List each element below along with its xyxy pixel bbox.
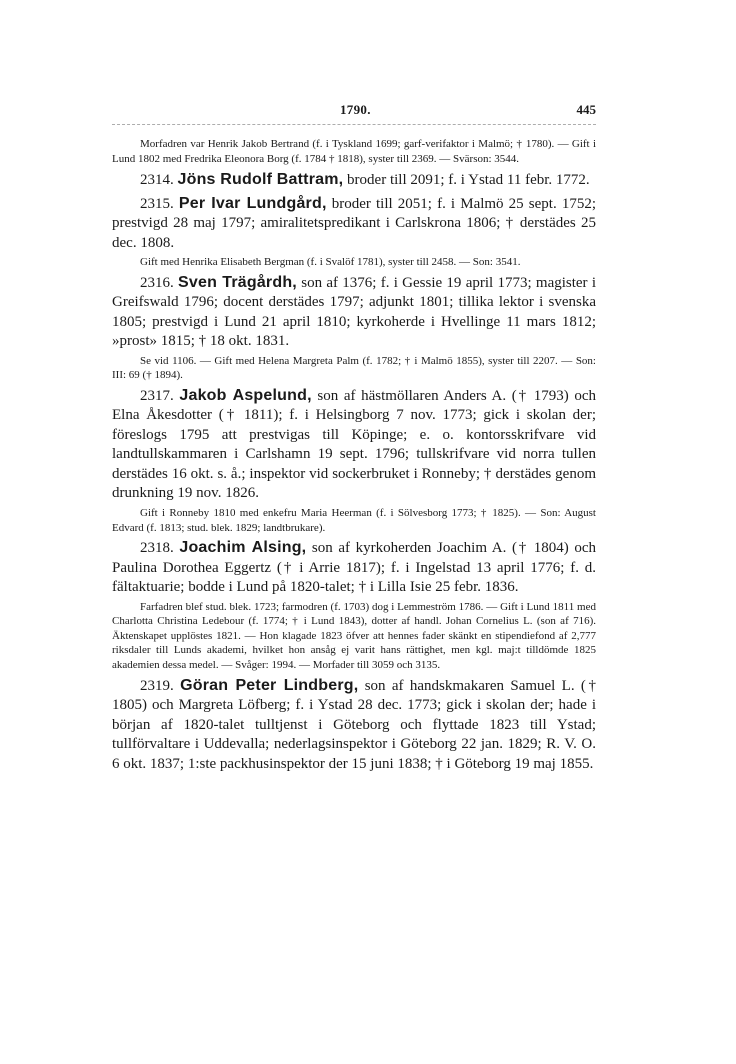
entry-name: Sven Trägårdh,: [178, 273, 297, 291]
entry-text: broder till 2051; f. i Malmö 25 sept. 1752; prestvigd 28 maj 1797; amiralitetspredikant i Carlskrona 1806; † derstädes 25 dec. 1808.: [112, 195, 597, 251]
entry-number: 2318.: [140, 540, 174, 557]
entry-2316: [112, 273, 596, 383]
entry-text: son af handskmakaren Samuel L. († 1805) och Margreta Löfberg; f. i Ystad 28 dec. 1773; gick i skolan der; hade i början af 1820-talet tulltjenst i Göteborg och flyttade 1823 till Ystad; tullförvaltare i Uddevalla; nederlagsinspektor i Göteborg 22 jan. 1829; R. V. O. 6 okt. 1837; 1:ste packhusinspektor der 15 juni 1838; † i Göteborg 19 maj 1855.: [112, 677, 597, 772]
entry-2314: [112, 170, 596, 191]
entry-paragraph: [112, 194, 596, 254]
entry-name: Per Ivar Lundgård,: [178, 194, 327, 212]
entry-paragraph: [112, 676, 596, 775]
header-rule: [112, 124, 596, 125]
entry-2317: [112, 386, 596, 535]
entry-text: son af 1376; f. i Gessie 19 april 1773; magister i Greifswald 1796; docent derstädes 1797; adjunkt 1801; tillika lektor i svenska 1805; prestvigd i Lund 21 april 1810; kyrkoherde i Hvellinge 11 mars 1812; »prost» 1815; † 18 okt. 1831.: [112, 274, 596, 350]
entry-name: Jakob Aspelund,: [179, 386, 312, 404]
entry-number: 2319.: [140, 677, 174, 694]
entry-name: Joachim Alsing,: [179, 539, 307, 557]
intro-note: Morfadren var Henrik Jakob Bertrand (f. i Tyskland 1699; garf-verifaktor i Malmö; † 1780). — Gift i Lund 1802 med Fredrika Eleonora Borg (f. 1784 † 1818), syster till 2369. — Svärson: 3544.: [112, 138, 596, 165]
entry-number: 2314.: [140, 172, 174, 189]
entry-text: son af kyrkoherden Joachim A. († 1804) och Paulina Dorothea Eggertz († i Arrie 1817); f. i Ingelstad 13 april 1776; f. d. fältaktuarie; bodde i Lund på 1820-talet; † i Lilla Isie 25 febr. 1836.: [112, 540, 597, 596]
entry-number: 2317.: [140, 387, 174, 404]
page-number: 445: [576, 102, 596, 117]
entry-paragraph: [112, 386, 596, 504]
entry-text: broder till 2091; f. i Ystad 11 febr. 1772.: [343, 172, 590, 189]
entry-note: Farfadren blef stud. blek. 1723; farmodren (f. 1703) dog i Lemmeström 1786. — Gift i Lund 1811 med Charlotta Christina Ledebour (f. 1774; † i Lund 1843), dotter af handl. Johan Cornelius L. (son af 716). Äktenskapet upplöstes 1821. — Hon klagade 1823 öfver att hennes fader skänkt en stipendiefond af 2,777 riksdaler till Lunds akademi, hvilket hon ansåg ej varit hans rättighet, men kgl. maj:t tilldömde 1825 akademien dessa medel. — Svåger: 1994. — Morfader till 3059 och 3135.: [112, 600, 596, 672]
entry-paragraph: [112, 538, 596, 598]
entry-paragraph: [112, 273, 596, 352]
entry-paragraph: [112, 170, 596, 191]
page: [112, 102, 596, 774]
entry-note: Se vid 1106. — Gift med Helena Margreta Palm (f. 1782; † i Malmö 1855), syster till 2207. — Son: III: 69 († 1894).: [112, 354, 596, 382]
entry-2319: [112, 676, 596, 775]
entry-note: Gift med Henrika Elisabeth Bergman (f. i Svalöf 1781), syster till 2458. — Son: 3541.: [140, 256, 521, 269]
entry-name: Göran Peter Lindberg,: [180, 676, 359, 694]
entry-text: son af hästmöllaren Anders A. († 1793) och Elna Åkesdotter († 1811); f. i Helsingborg 7 nov. 1773; gick i skolan der; föreslogs 1795 att prestvigas till Köpinge; e. o. kontorsskrifvare vid landtullskammaren i Carlshamn 19 sept. 1796; tullskrifvare vid norra tullen derstädes 16 okt. s. å.; inspektor vid sockerbruket i Ronneby; † derstädes genom drunkning 19 nov. 1826.: [112, 387, 596, 502]
entry-number: 2316.: [140, 274, 174, 291]
entry-number: 2315.: [140, 195, 174, 212]
entry-2318: [112, 538, 596, 672]
entry-note: Gift i Ronneby 1810 med enkefru Maria Heerman (f. i Sölvesborg 1773; † 1825). — Son: August Edvard (f. 1813; stud. blek. 1829; landtbrukare).: [112, 506, 596, 534]
entry-2315: [112, 194, 596, 270]
entry-name: Jöns Rudolf Battram,: [177, 171, 344, 189]
running-header: [112, 102, 596, 124]
header-year: 1790.: [340, 102, 371, 117]
